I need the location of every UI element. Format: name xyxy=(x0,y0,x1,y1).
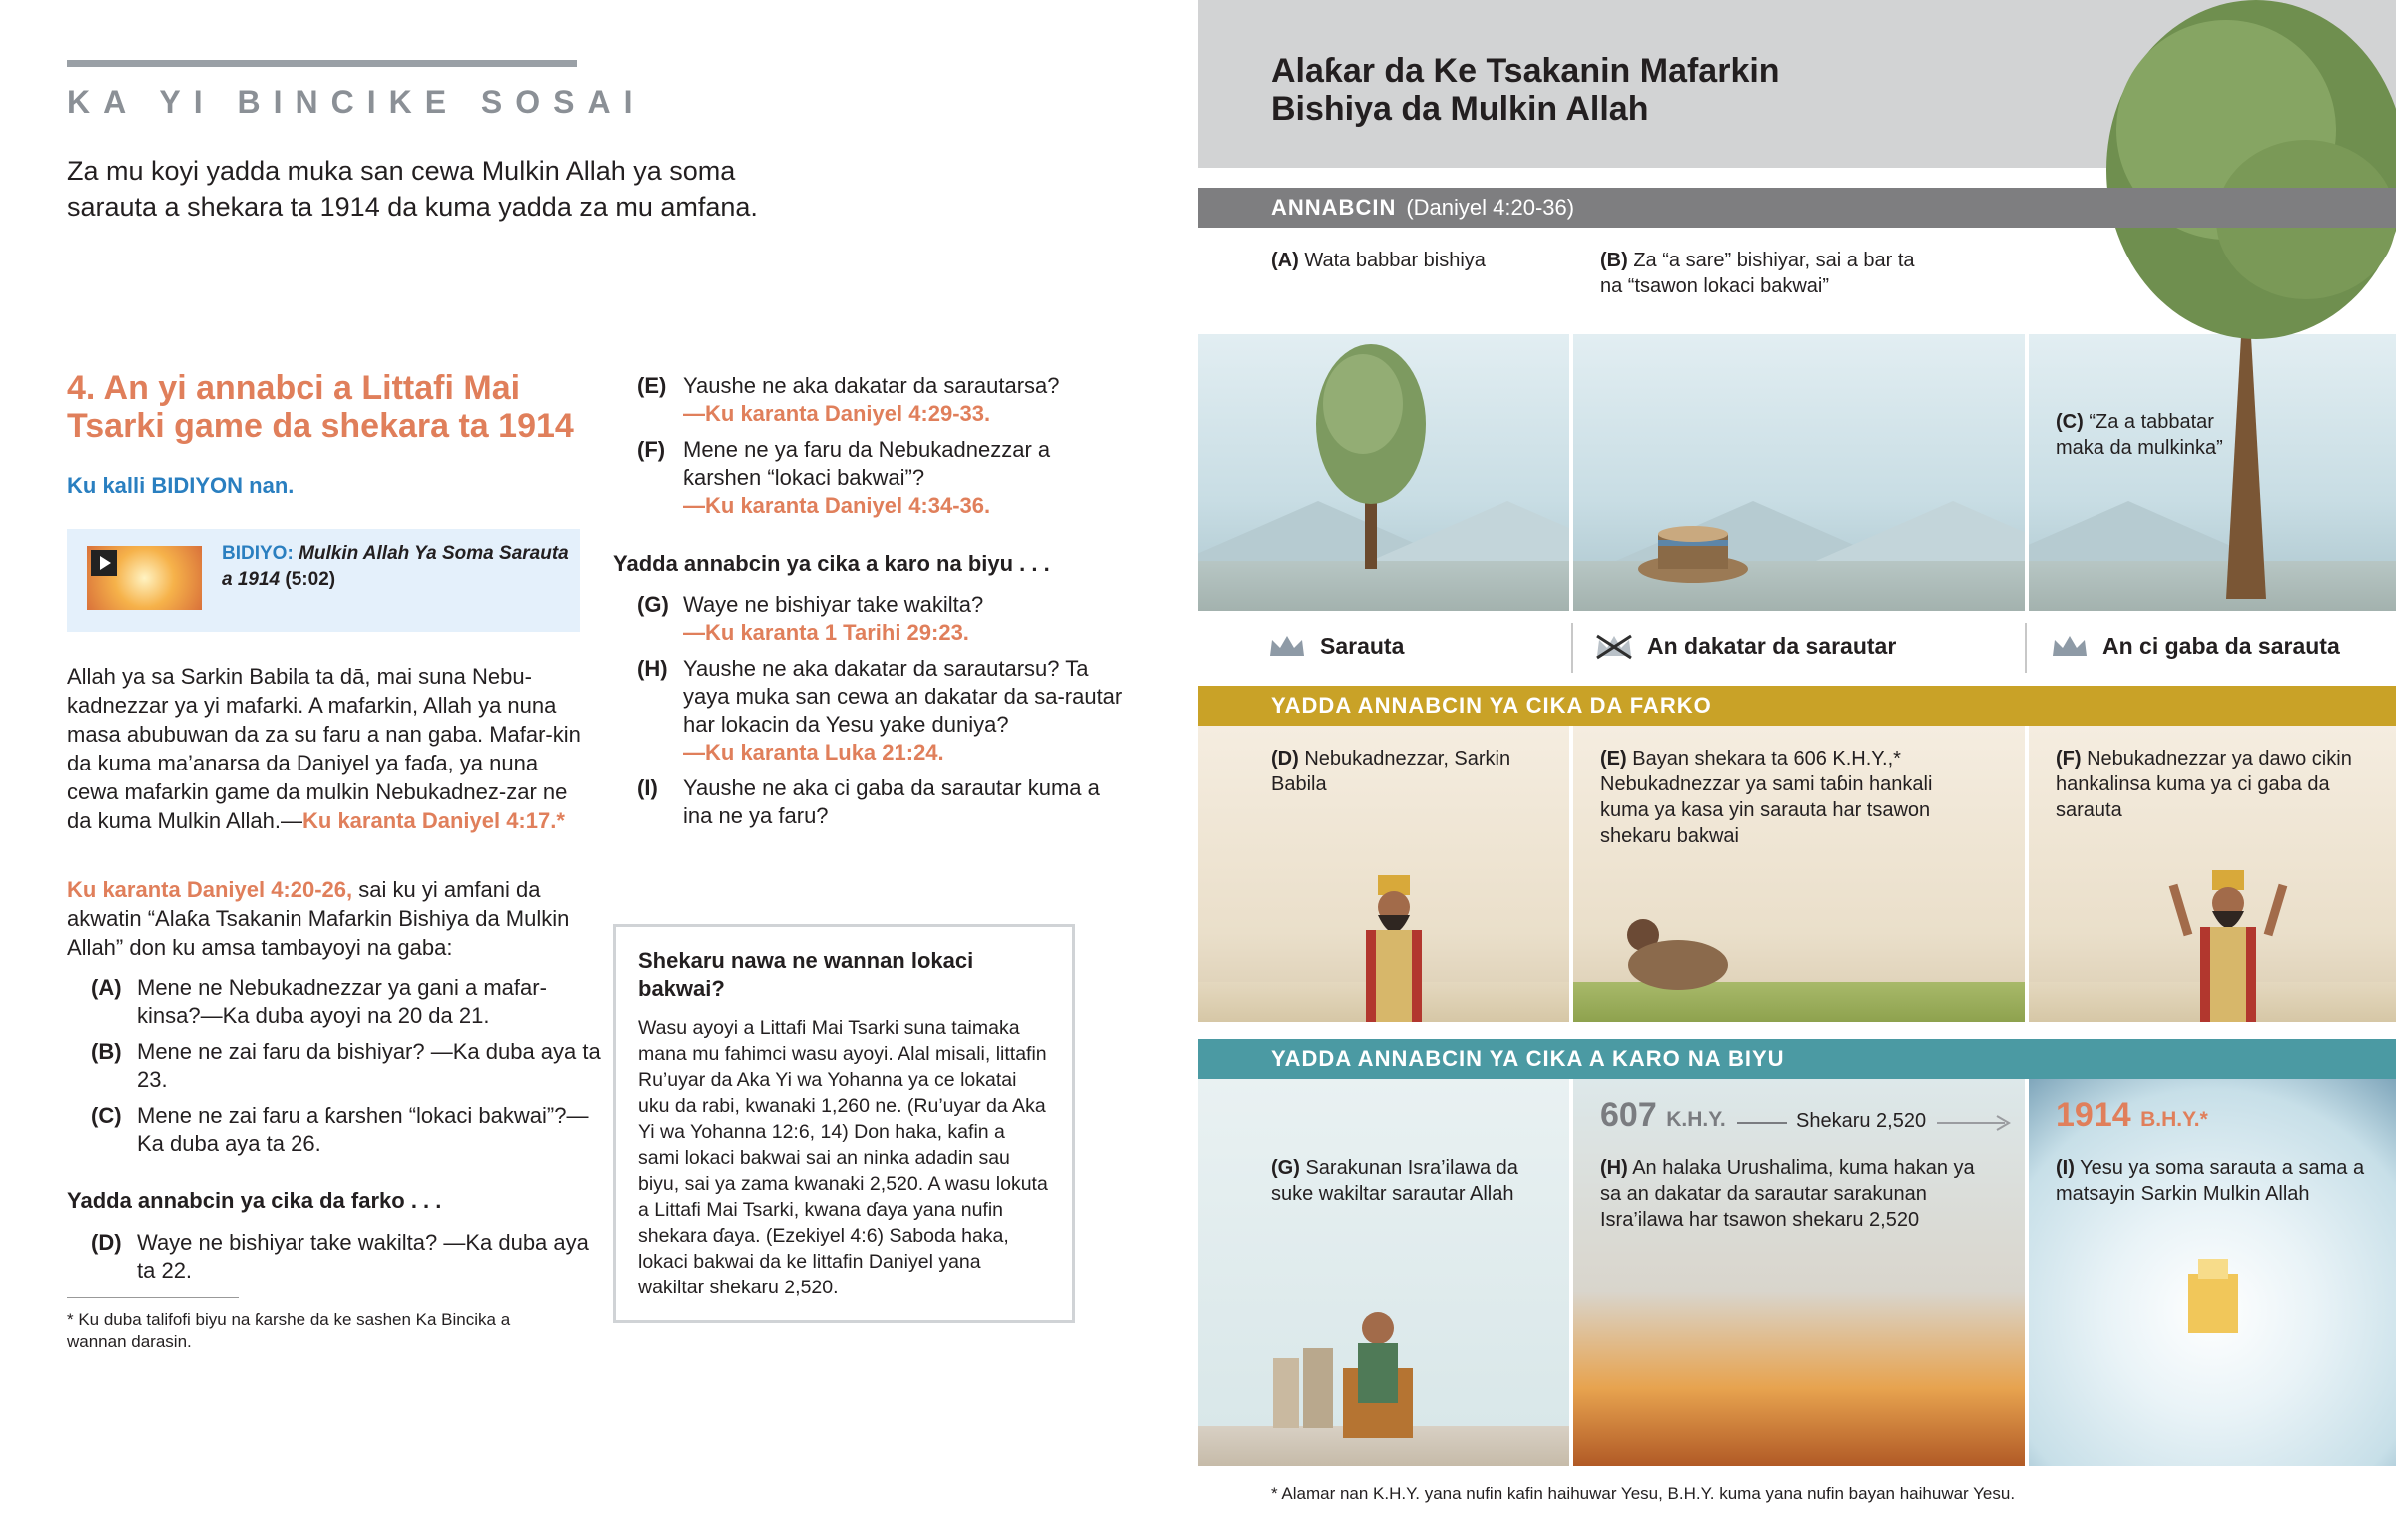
first-fulfillment-bar: YADDA ANNABCIN YA CIKA DA FARKO xyxy=(1198,686,2396,726)
caption-c: (C) “Za a tabbatar maka da mulkinka” xyxy=(2056,411,2223,459)
stump-illustration xyxy=(1633,514,1753,594)
question-list-4 xyxy=(613,591,1132,838)
arrow-right-icon xyxy=(1937,1114,2013,1132)
stage-labels xyxy=(1198,611,2396,686)
crouching-man-figure xyxy=(1603,915,1733,995)
top-rule xyxy=(67,60,577,67)
question-text: Mene ne zai faru a ƙarshen “lokaci bakwai”?—Ka duba aya ta 26. xyxy=(137,1103,589,1156)
praying-king-figure xyxy=(2168,865,2288,1022)
question-text: Mene ne ya faru da Nebukadnezzar a ƙarshen “lokaci bakwai”? xyxy=(683,437,1051,490)
body-paragraph-2: Ku karanta Daniyel 4:20-26, sai ku yi amfani da akwatin “Alaƙa Tsakanin Mafarkin Bishiya da Mulkin Allah” don ku amsa tambayoyi na gaba: xyxy=(67,877,570,960)
caption-e: (E) Bayan shekara ta 606 K.H.Y.,* Nebukadnezzar ya sami taɓin hankali kuma ya kasa yin sarauta har tsawon shekaru bakwai xyxy=(1600,748,1933,847)
panel-big-tree xyxy=(1198,334,1569,611)
panel-tree-stump xyxy=(1573,334,2025,611)
play-icon[interactable] xyxy=(91,550,117,576)
scripture-link[interactable]: Ku karanta Daniyel 4:20-26, xyxy=(67,877,353,902)
watch-video-instruction: Ku kalli BIDIYON nan. xyxy=(67,473,295,498)
caption-h: (H) An halaka Urushalima, kuma hakan ya sa an dakatar da sarautar sarakunan Isra’ilawa har tsawon shekaru 2,520 xyxy=(1600,1157,1975,1231)
question-letter: (H) xyxy=(637,656,668,681)
era-footnote: * Alamar nan K.H.Y. yana nufin kafin haihuwar Yesu, B.H.Y. kuma yana nufin bayan haihuwar Yesu. xyxy=(1271,1484,2016,1503)
question-item xyxy=(613,372,1132,428)
large-tree-illustration xyxy=(2077,0,2396,599)
panel-israel-kings xyxy=(1198,1079,1569,1466)
tree-dream-chart xyxy=(1198,0,2396,1540)
king-figure xyxy=(1348,875,1438,1022)
question-item xyxy=(613,591,1132,647)
question-letter: (G) xyxy=(637,592,669,617)
prophecy-bar: ANNABCIN (Daniyel 4:20-36) xyxy=(1198,188,2396,228)
crown-icon xyxy=(2051,634,2089,660)
question-list-3 xyxy=(613,372,1132,528)
body-paragraph-1: Allah ya sa Sarkin Babila ta dā, mai suna Nebu-kadnezzar ya yi mafarki. A mafarkin, Allah ya nuna masa abubuwan da za su faru a nan gaba. Mafar-kin da kuma ma’anarsa da Daniyel ya faɗa, ya nuna cewa mafarkin game da mulkin Nebukadnez-zar ne da kuma Mulkin Allah.—Ku karanta Daniyel 4:17.* xyxy=(67,664,581,833)
scripture-link[interactable]: —Ku karanta Daniyel 4:29-33. xyxy=(683,401,991,426)
throne-light-icon xyxy=(2163,1254,2263,1353)
question-letter: (D) xyxy=(91,1230,122,1255)
question-item xyxy=(613,655,1132,767)
question-item xyxy=(613,774,1132,830)
caption-d: (D) Nebukadnezzar, Sarkin Babila xyxy=(1271,748,1511,795)
crown-icon xyxy=(1268,634,1306,660)
question-item xyxy=(613,436,1132,520)
footnote-divider xyxy=(67,1297,239,1298)
question-text: Yaushe ne aka dakatar da sarautarsa? xyxy=(683,373,1060,398)
question-list-2 xyxy=(67,1229,606,1292)
video-title: Mulkin Allah Ya Soma Sarauta a 1914 xyxy=(222,543,569,590)
video-link[interactable] xyxy=(67,529,580,632)
footnote-marker[interactable]: * xyxy=(556,808,565,833)
second-fulfillment-bar: YADDA ANNABCIN YA CIKA A KARO NA BIYU xyxy=(1198,1039,2396,1079)
question-letter: (I) xyxy=(637,775,658,800)
question-letter: (B) xyxy=(91,1039,122,1064)
info-box-body: Wasu ayoyi a Littafi Mai Tsarki suna taimaka mana mu fahimci wasu ayoyi. Alal misali, littafin Ru’uyar da Aka Yi wa Yohanna ya ce lokatai uku da rabi, kwanaki 1,260 ne. (Ru’uyar da Aka Yi wa Yohanna 12:6, 14) Don haka, kafin a sami lokaci bakwai sai an ninka adadin sau biyu, sai ya zama kwanaki 2,520. A wasu lokuta a Littafi Mai Tsarki, kwana ɗaya yana nufin shekara ɗaya. (Ezekiyel 4:6) Saboda haka, lokaci bakwai da ke littafin Daniyel yana wakiltar shekaru 2,520. xyxy=(638,1017,1048,1298)
video-label: BIDIYO: xyxy=(222,543,294,564)
scripture-link[interactable]: —Ku karanta 1 Tarihi 29:23. xyxy=(683,620,969,645)
question-text: Yaushe ne aka ci gaba da sarautar kuma a ina ne ya faru? xyxy=(683,775,1100,828)
question-text: Waye ne bishiyar take wakilta? xyxy=(683,592,984,617)
year-607: 607 K.H.Y. xyxy=(1600,1096,1726,1134)
panel-jerusalem-destroyed xyxy=(1573,1079,2025,1466)
caption-f: (F) Nebukadnezzar ya dawo cikin hankalinsa kuma ya ci gaba da sarauta xyxy=(2056,748,2352,821)
scripture-link[interactable]: —Ku karanta Daniyel 4:34-36. xyxy=(683,493,991,518)
question-item xyxy=(67,1102,606,1158)
caption-i: (I) Yesu ya soma sarauta a sama a matsayin Sarkin Mulkin Allah xyxy=(2056,1157,2365,1205)
crossed-crown-icon xyxy=(1595,634,1633,660)
video-caption[interactable] xyxy=(222,541,571,593)
info-box-title: Shekaru nawa ne wannan lokaci bakwai? xyxy=(638,948,974,1001)
section-title: KA YI BINCIKE SOSAI xyxy=(67,84,646,120)
question-letter: (A) xyxy=(91,975,122,1000)
scripture-link[interactable]: Ku karanta Daniyel 4:17. xyxy=(302,808,557,833)
question-text: Mene ne zai faru da bishiyar? —Ka duba aya ta 23. xyxy=(137,1039,601,1092)
timeline-line xyxy=(1737,1122,1787,1124)
video-thumbnail[interactable] xyxy=(87,546,202,610)
video-duration: (5:02) xyxy=(285,569,336,590)
question-letter: (E) xyxy=(637,373,667,398)
info-box xyxy=(613,924,1075,1323)
question-text: Waye ne bishiyar take wakilta? —Ka duba aya ta 22. xyxy=(137,1230,589,1283)
stage-resumed: An ci gaba da sarauta xyxy=(2051,633,2340,660)
question-item xyxy=(67,1229,606,1284)
subheading-first-fulfillment: Yadda annabcin ya cika da farko . . . xyxy=(67,1188,442,1213)
year-1914: 1914 B.H.Y.* xyxy=(2056,1096,2208,1134)
question-heading: 4. An yi annabci a Littafi Mai Tsarki game da shekara ta 1914 xyxy=(67,369,574,445)
question-letter: (F) xyxy=(637,437,666,462)
stage-interrupted: An dakatar da sarautar xyxy=(1595,633,1896,660)
subheading-second-fulfillment: Yadda annabcin ya cika a karo na biyu . . . xyxy=(613,551,1050,576)
question-item xyxy=(67,974,606,1030)
caption-b: (B) Za “a sare” bishiyar, sai a bar ta na “tsawon lokaci bakwai” xyxy=(1600,250,1915,297)
footnote: * Ku duba talifofi biyu na ƙarshe da ke sashen Ka Bincika a wannan darasin. xyxy=(67,1310,511,1351)
question-list-1 xyxy=(67,974,606,1166)
panel-heavenly-kingdom xyxy=(2029,1079,2396,1466)
scripture-link[interactable]: —Ku karanta Luka 21:24. xyxy=(683,740,944,765)
throne-king-figure xyxy=(1268,1298,1438,1458)
timeline-span: Shekaru 2,520 xyxy=(1796,1110,1927,1132)
caption-a: (A) Wata babbar bishiya xyxy=(1271,250,1486,271)
tree-illustration xyxy=(1303,334,1443,594)
intro-text: Za mu koyi yadda muka san cewa Mulkin Allah ya soma sarauta a shekara ta 1914 da kuma yadda za mu amfana. xyxy=(67,156,758,222)
question-letter: (C) xyxy=(91,1103,122,1128)
chart-title: Alaƙar da Ke Tsakanin Mafarkin Bishiya da Mulkin Allah xyxy=(1271,52,1780,128)
caption-g: (G) Sarakunan Isra’ilawa da suke wakiltar sarautar Allah xyxy=(1271,1157,1518,1205)
question-text: Mene ne Nebukadnezzar ya gani a mafar-kinsa?—Ka duba ayoyi na 20 da 21. xyxy=(137,975,547,1028)
question-item xyxy=(67,1038,606,1094)
question-text: Yaushe ne aka dakatar da sarautarsu? Ta yaya muka san cewa an dakatar da sa-rautar har lokacin da Yesu yake duniya? xyxy=(683,656,1123,737)
stage-rule: Sarauta xyxy=(1268,633,1404,660)
